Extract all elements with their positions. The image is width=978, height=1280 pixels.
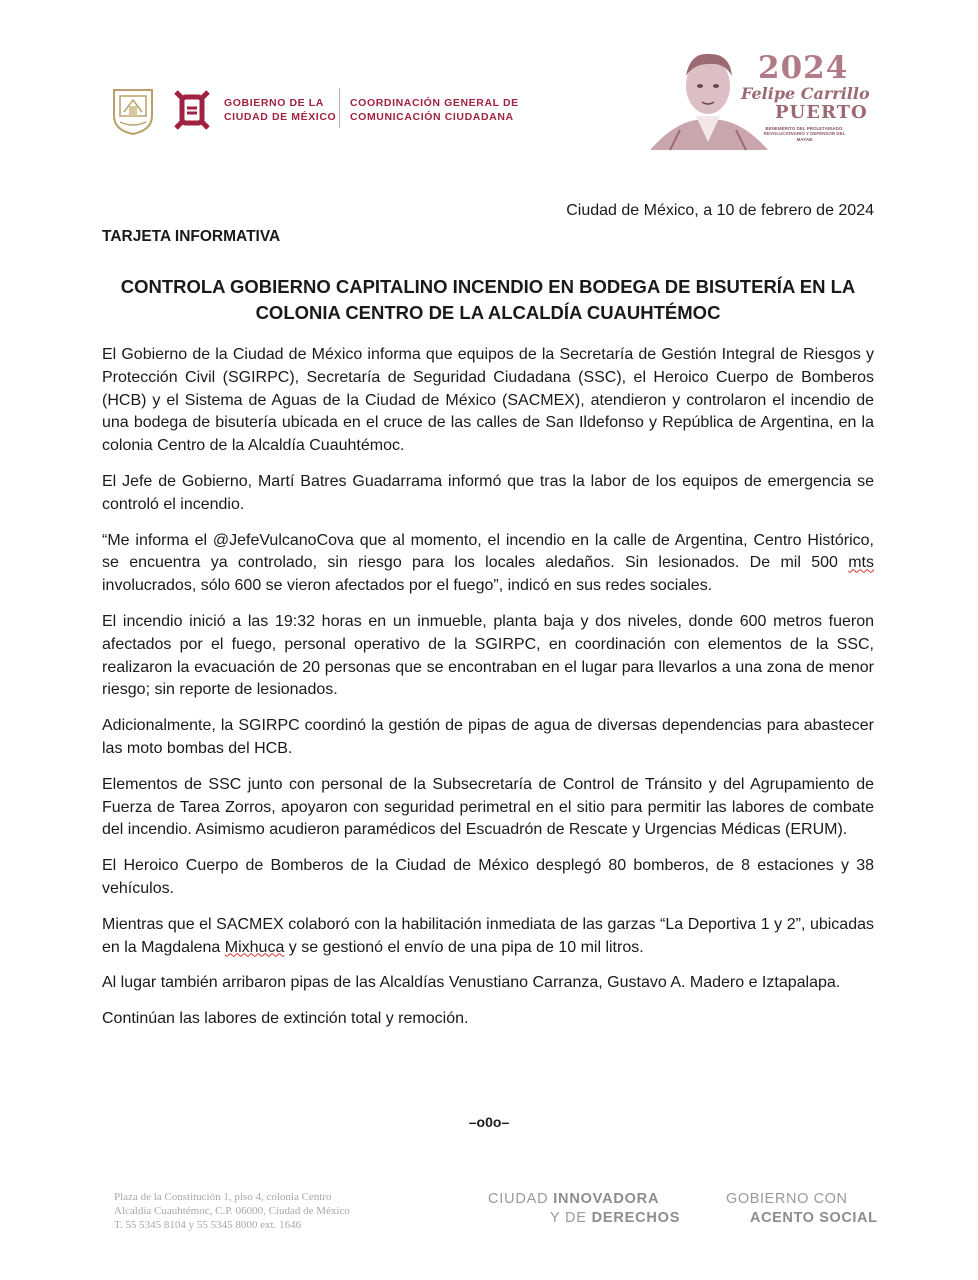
cdmx-coat-of-arms-logo [110,86,156,136]
address-line-2: Alcaldía Cuauhtémoc, C.P. 06000, Ciudad de México [114,1205,350,1217]
slogan-acento-social [726,1190,878,1228]
paragraph-5: Adicionalmente, la SGIRPC coordinó la gestión de pipas de agua de diversas dependencias para abastecer las moto bombas del HCB. [102,717,874,757]
commemorative-year: 2024 [758,50,849,86]
slogan1-part-c: Y DE [550,1210,592,1226]
government-name-line-2: CIUDAD DE MÉXICO [224,111,337,123]
paragraph-2: El Jefe de Gobierno, Martí Batres Guadarrama informó que tras la labor de los equipos de emergencia se controló el incendio. [102,472,874,513]
headline-line-2: COLONIA CENTRO DE LA ALCALDÍA CUAUHTÉMOC [255,302,721,323]
slogan1-part-d: DERECHOS [591,1210,681,1226]
slogan2-line-2: ACENTO SOCIAL [750,1210,878,1226]
paragraph-6: Elementos de SSC junto con personal de la Subsecretaría de Control de Tránsito y del Agrupamiento de Fuerza de Tarea Zorros, apoyaron con seguridad perimetral en el sitio para permitir las labores de combate del incendio. Asimismo acudieron paramédicos del Escuadrón de Rescate y Urgencias Médicas (ERUM). [102,775,874,839]
dateline: Ciudad de México, a 10 de febrero de 2024 [566,202,874,219]
spellcheck-flagged-word: mts [848,554,874,572]
document-type: TARJETA INFORMATIVA [102,228,281,245]
address-line-1: Plaza de la Constitución 1, piso 4, colonia Centro [114,1191,332,1203]
end-mark: –o0o– [468,1114,510,1130]
slogan-innovadora [488,1190,680,1228]
slogan2-line-1: GOBIERNO CON [726,1191,848,1207]
paragraph-3-text-a: “Me informa el @JefeVulcanoCova que al momento, el incendio en la calle de Argentina, Centro Histórico, se encuentra ya controlado, sin riesgo para los locales aledaños. Sin lesionados. De mil 500 [102,531,874,572]
headline [102,274,874,326]
paragraph-9: Al lugar también arribaron pipas de las Alcaldías Venustiano Carranza, Gustavo A. Madero e Iztapalapa. [102,974,841,992]
government-name-line-1: GOBIERNO DE LA [224,97,324,109]
cdmx-government-logo [167,82,217,138]
paragraph-4: El incendio inició a las 19:32 horas en un inmueble, planta baja y dos niveles, donde 600 metros fueron afectados por el fuego, personal operativo de la SGIRPC, en coordinación con elementos de la SSC, realizaron la evacuación de 20 personas que se encontraban en el lugar para llevarlos a una zona de menor riesgo; sin reporte de lesionados. [102,612,874,699]
footer-address [114,1190,350,1232]
paragraph-3 [102,530,874,598]
paragraph-3-text-b: involucrados, sólo 600 se vieron afectados por el fuego”, indicó en sus redes sociales. [102,577,713,595]
honoree-surname: PUERTO [775,102,868,123]
honoree-name: Felipe Carrillo [741,84,870,103]
paragraph-8-text-a: Mientras que el SACMEX colaboró con la habilitación inmediata de las garzas “La Deportiva 1 y 2”, ubicadas en la Magdalena [102,915,874,956]
header-divider [339,88,340,128]
paragraph-8-text-b: y se gestionó el envío de una pipa de 10 mil litros. [284,938,644,956]
paragraph-7: El Heroico Cuerpo de Bomberos de la Ciudad de México desplegó 80 bomberos, de 8 estaciones y 38 vehículos. [102,857,874,897]
headline-line-1: CONTROLA GOBIERNO CAPITALINO INCENDIO EN BODEGA DE BISUTERÍA EN LA [120,276,856,297]
address-line-3: T. 55 5345 8104 y 55 5345 8000 ext. 1646 [114,1219,302,1231]
honoree-subtitle: BENEMÉRITO DEL PROLETARIADO, REVOLUCIONARIO Y DEFENSOR DEL MAYAB [763,126,846,142]
paragraph-8 [102,914,874,960]
coordination-name-line-2: COMUNICACIÓN CIUDADANA [350,111,514,123]
article-body [102,344,874,1044]
spellcheck-flagged-word: Mixhuca [224,938,285,956]
paragraph-10: Continúan las labores de extinción total y remoción. [102,1010,469,1028]
slogan1-part-b: INNOVADORA [553,1191,660,1207]
slogan1-part-a: CIUDAD [488,1191,554,1207]
coordination-name-line-1: COORDINACIÓN GENERAL DE [350,97,519,109]
paragraph-1: El Gobierno de la Ciudad de México informa que equipos de la Secretaría de Gestión Integral de Riesgos y Protección Civil (SGIRPC), Secretaría de Seguridad Ciudadana (SSC), el Heroico Cuerpo de Bomberos (HCB) y el Sistema de Aguas de la Ciudad de México (SACMEX), atendieron y controlaron el incendio de una bodega de bisutería ubicada en el cruce de las calles de San Ildefonso y República de Argentina, en la colonia Centro de la Alcaldía Cuauhtémoc. [102,346,874,455]
